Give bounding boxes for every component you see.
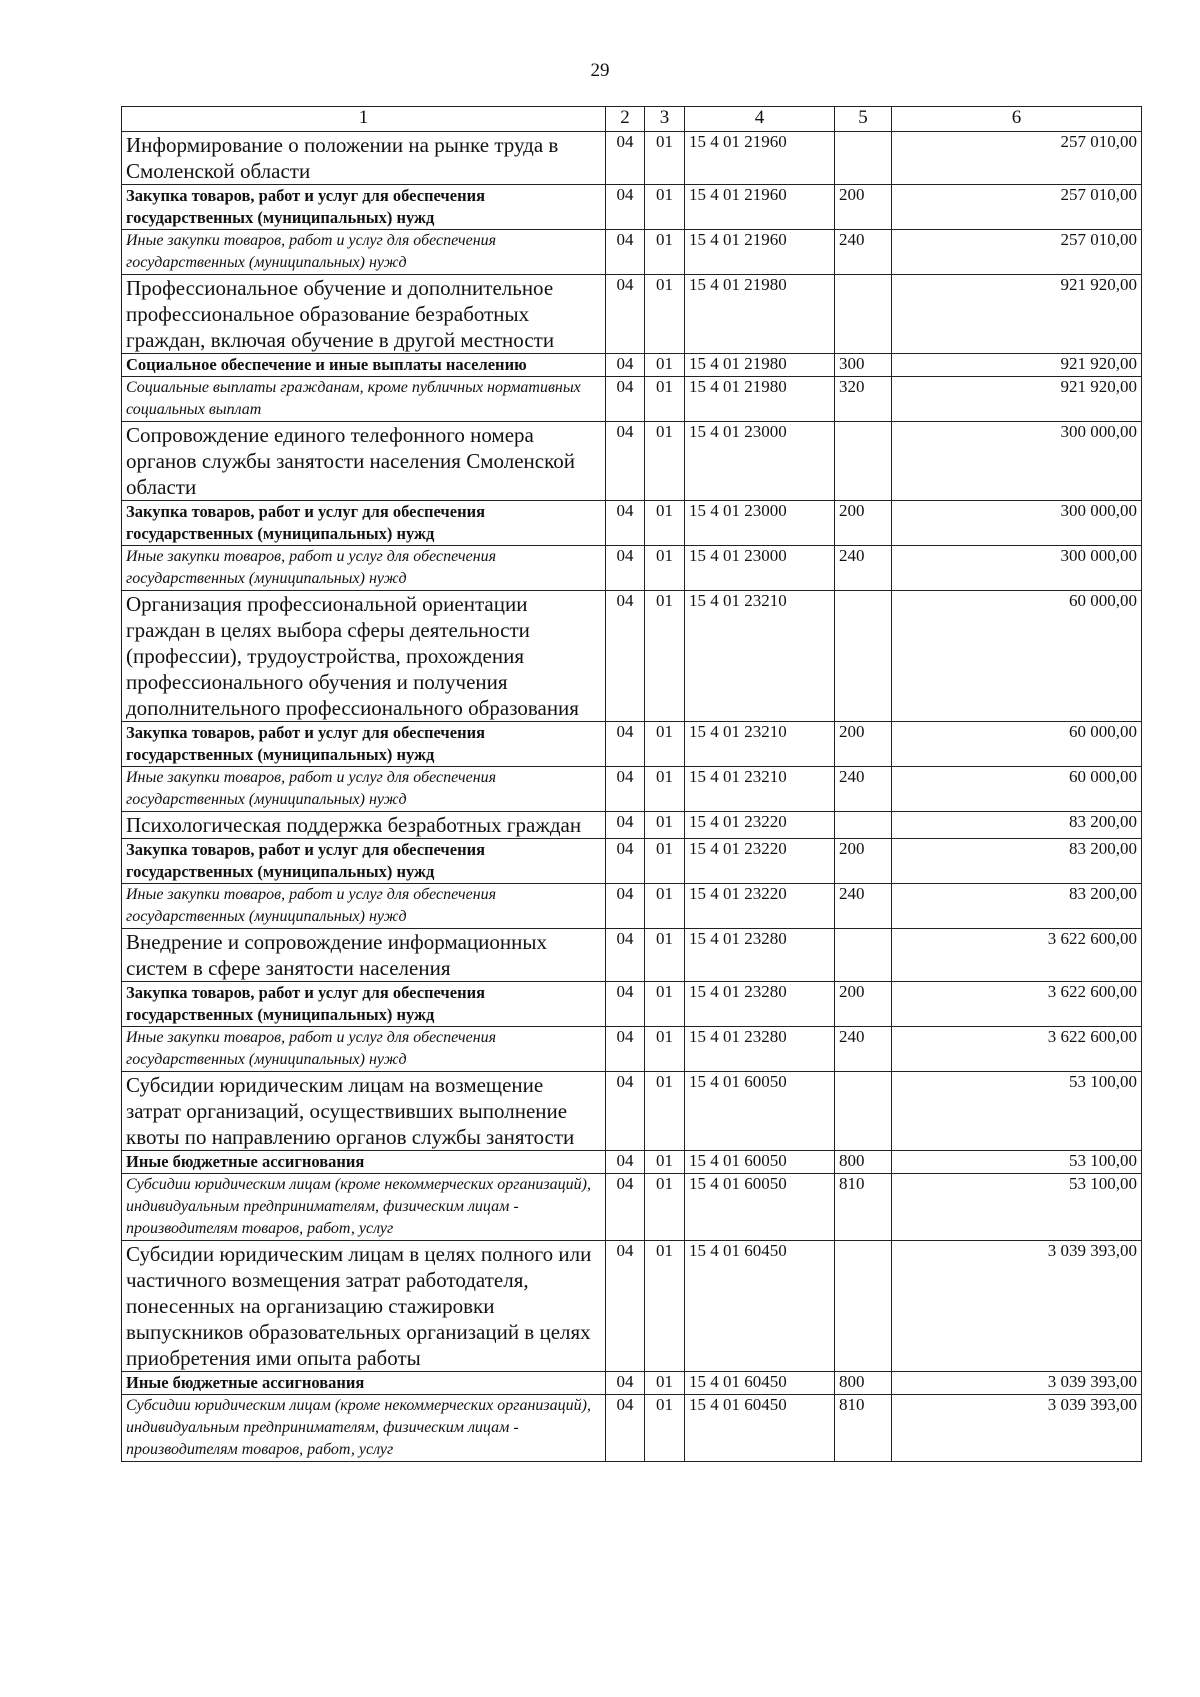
subsection-code: 01 [645, 230, 685, 275]
amount: 83 200,00 [892, 884, 1142, 929]
section-code: 04 [606, 929, 645, 982]
section-code: 04 [606, 591, 645, 722]
section-code: 04 [606, 132, 645, 185]
expense-type-code: 200 [835, 501, 892, 546]
expense-type-code: 200 [835, 722, 892, 767]
target-article-code: 15 4 01 23000 [685, 422, 835, 501]
section-code: 04 [606, 377, 645, 422]
page-number: 29 [590, 60, 610, 81]
expense-type-code [835, 1072, 892, 1151]
row-name: Иные закупки товаров, работ и услуг для обеспечения государственных (муниципальных) нужд [122, 230, 606, 275]
amount: 300 000,00 [892, 546, 1142, 591]
target-article-code: 15 4 01 21980 [685, 354, 835, 377]
expense-type-code: 810 [835, 1395, 892, 1462]
section-code: 04 [606, 722, 645, 767]
target-article-code: 15 4 01 21980 [685, 275, 835, 354]
expense-type-code [835, 132, 892, 185]
expense-type-code: 240 [835, 767, 892, 812]
row-name: Субсидии юридическим лицам (кроме некоммерческих организаций), индивидуальным предпринимателям, физическим лицам - производителям товаров, работ, услуг [122, 1395, 606, 1462]
row-name: Иные закупки товаров, работ и услуг для обеспечения государственных (муниципальных) нужд [122, 767, 606, 812]
target-article-code: 15 4 01 23000 [685, 546, 835, 591]
target-article-code: 15 4 01 21960 [685, 132, 835, 185]
target-article-code: 15 4 01 60450 [685, 1241, 835, 1372]
section-code: 04 [606, 1151, 645, 1174]
target-article-code: 15 4 01 60050 [685, 1072, 835, 1151]
table-row [122, 1174, 1142, 1241]
table-row [122, 501, 1142, 546]
subsection-code: 01 [645, 1072, 685, 1151]
row-name: Закупка товаров, работ и услуг для обеспечения государственных (муниципальных) нужд [122, 982, 606, 1027]
table-row [122, 982, 1142, 1027]
target-article-code: 15 4 01 23280 [685, 982, 835, 1027]
target-article-code: 15 4 01 23210 [685, 767, 835, 812]
amount: 3 039 393,00 [892, 1372, 1142, 1395]
amount: 60 000,00 [892, 767, 1142, 812]
subsection-code: 01 [645, 591, 685, 722]
expense-type-code [835, 422, 892, 501]
row-name: Иные бюджетные ассигнования [122, 1372, 606, 1395]
amount: 3 622 600,00 [892, 1027, 1142, 1072]
section-code: 04 [606, 812, 645, 839]
table-row [122, 132, 1142, 185]
row-name: Профессиональное обучение и дополнительное профессиональное образование безработных граждан, включая обучение в другой местности [122, 275, 606, 354]
expense-type-code: 200 [835, 839, 892, 884]
target-article-code: 15 4 01 21980 [685, 377, 835, 422]
expense-type-code: 320 [835, 377, 892, 422]
target-article-code: 15 4 01 23280 [685, 1027, 835, 1072]
target-article-code: 15 4 01 21960 [685, 230, 835, 275]
column-header: 5 [835, 107, 892, 132]
table-body [122, 132, 1142, 1462]
section-code: 04 [606, 982, 645, 1027]
table-row [122, 929, 1142, 982]
section-code: 04 [606, 884, 645, 929]
section-code: 04 [606, 501, 645, 546]
table-row [122, 1072, 1142, 1151]
section-code: 04 [606, 546, 645, 591]
row-name: Социальное обеспечение и иные выплаты населению [122, 354, 606, 377]
table-row [122, 884, 1142, 929]
subsection-code: 01 [645, 275, 685, 354]
section-code: 04 [606, 839, 645, 884]
amount: 3 039 393,00 [892, 1241, 1142, 1372]
row-name: Иные закупки товаров, работ и услуг для обеспечения государственных (муниципальных) нужд [122, 1027, 606, 1072]
table-row [122, 1027, 1142, 1072]
amount: 257 010,00 [892, 185, 1142, 230]
amount: 53 100,00 [892, 1072, 1142, 1151]
column-header: 2 [606, 107, 645, 132]
table-row [122, 722, 1142, 767]
target-article-code: 15 4 01 60050 [685, 1151, 835, 1174]
row-name: Психологическая поддержка безработных граждан [122, 812, 606, 839]
target-article-code: 15 4 01 23220 [685, 839, 835, 884]
amount: 257 010,00 [892, 132, 1142, 185]
section-code: 04 [606, 1395, 645, 1462]
expense-type-code: 300 [835, 354, 892, 377]
amount: 921 920,00 [892, 275, 1142, 354]
target-article-code: 15 4 01 60050 [685, 1174, 835, 1241]
expense-type-code [835, 812, 892, 839]
table-row [122, 230, 1142, 275]
target-article-code: 15 4 01 23220 [685, 812, 835, 839]
subsection-code: 01 [645, 132, 685, 185]
table-row [122, 275, 1142, 354]
table-row [122, 812, 1142, 839]
section-code: 04 [606, 1027, 645, 1072]
table-row [122, 546, 1142, 591]
target-article-code: 15 4 01 23210 [685, 722, 835, 767]
table-row [122, 377, 1142, 422]
expense-type-code: 200 [835, 185, 892, 230]
subsection-code: 01 [645, 1372, 685, 1395]
subsection-code: 01 [645, 501, 685, 546]
row-name: Социальные выплаты гражданам, кроме публичных нормативных социальных выплат [122, 377, 606, 422]
expense-type-code: 240 [835, 1027, 892, 1072]
table-row [122, 422, 1142, 501]
table-row [122, 591, 1142, 722]
row-name: Иные закупки товаров, работ и услуг для обеспечения государственных (муниципальных) нужд [122, 546, 606, 591]
amount: 300 000,00 [892, 501, 1142, 546]
row-name: Субсидии юридическим лицам в целях полного или частичного возмещения затрат работодателя, понесенных на организацию стажировки выпускников образовательных организаций в целях приобретения ими опыта работы [122, 1241, 606, 1372]
expense-type-code: 240 [835, 230, 892, 275]
section-code: 04 [606, 422, 645, 501]
target-article-code: 15 4 01 23210 [685, 591, 835, 722]
amount: 921 920,00 [892, 354, 1142, 377]
subsection-code: 01 [645, 839, 685, 884]
row-name: Закупка товаров, работ и услуг для обеспечения государственных (муниципальных) нужд [122, 722, 606, 767]
amount: 3 622 600,00 [892, 982, 1142, 1027]
amount: 300 000,00 [892, 422, 1142, 501]
table-row [122, 1395, 1142, 1462]
expense-type-code: 240 [835, 546, 892, 591]
expense-type-code: 200 [835, 982, 892, 1027]
amount: 3 622 600,00 [892, 929, 1142, 982]
row-name: Организация профессиональной ориентации граждан в целях выбора сферы деятельности (профессии), трудоустройства, прохождения профессионального обучения и получения дополнительного профессионального образования [122, 591, 606, 722]
amount: 257 010,00 [892, 230, 1142, 275]
subsection-code: 01 [645, 1151, 685, 1174]
row-name: Закупка товаров, работ и услуг для обеспечения государственных (муниципальных) нужд [122, 839, 606, 884]
target-article-code: 15 4 01 23000 [685, 501, 835, 546]
subsection-code: 01 [645, 546, 685, 591]
section-code: 04 [606, 275, 645, 354]
target-article-code: 15 4 01 23280 [685, 929, 835, 982]
table-row [122, 185, 1142, 230]
subsection-code: 01 [645, 982, 685, 1027]
expense-type-code: 800 [835, 1372, 892, 1395]
expense-type-code [835, 275, 892, 354]
row-name: Внедрение и сопровождение информационных систем в сфере занятости населения [122, 929, 606, 982]
subsection-code: 01 [645, 1027, 685, 1072]
subsection-code: 01 [645, 354, 685, 377]
column-header: 1 [122, 107, 606, 132]
row-name: Субсидии юридическим лицам на возмещение затрат организаций, осуществивших выполнение квоты по направлению органов службы занятости [122, 1072, 606, 1151]
row-name: Субсидии юридическим лицам (кроме некоммерческих организаций), индивидуальным предпринимателям, физическим лицам - производителям товаров, работ, услуг [122, 1174, 606, 1241]
section-code: 04 [606, 230, 645, 275]
section-code: 04 [606, 1372, 645, 1395]
table-row [122, 1241, 1142, 1372]
subsection-code: 01 [645, 929, 685, 982]
amount: 83 200,00 [892, 812, 1142, 839]
row-name: Информирование о положении на рынке труда в Смоленской области [122, 132, 606, 185]
subsection-code: 01 [645, 884, 685, 929]
amount: 83 200,00 [892, 839, 1142, 884]
expense-type-code [835, 929, 892, 982]
subsection-code: 01 [645, 185, 685, 230]
amount: 3 039 393,00 [892, 1395, 1142, 1462]
table-row [122, 354, 1142, 377]
amount: 53 100,00 [892, 1151, 1142, 1174]
table-row [122, 1151, 1142, 1174]
table-row [122, 839, 1142, 884]
expense-type-code [835, 591, 892, 722]
section-code: 04 [606, 767, 645, 812]
section-code: 04 [606, 1072, 645, 1151]
amount: 60 000,00 [892, 722, 1142, 767]
budget-table [121, 106, 1142, 1462]
target-article-code: 15 4 01 60450 [685, 1395, 835, 1462]
row-name: Иные закупки товаров, работ и услуг для обеспечения государственных (муниципальных) нужд [122, 884, 606, 929]
subsection-code: 01 [645, 767, 685, 812]
column-header: 4 [685, 107, 835, 132]
section-code: 04 [606, 1174, 645, 1241]
subsection-code: 01 [645, 1241, 685, 1372]
subsection-code: 01 [645, 1395, 685, 1462]
amount: 60 000,00 [892, 591, 1142, 722]
row-name: Закупка товаров, работ и услуг для обеспечения государственных (муниципальных) нужд [122, 501, 606, 546]
table-row [122, 1372, 1142, 1395]
amount: 53 100,00 [892, 1174, 1142, 1241]
subsection-code: 01 [645, 722, 685, 767]
subsection-code: 01 [645, 1174, 685, 1241]
header-row [122, 107, 1142, 132]
row-name: Закупка товаров, работ и услуг для обеспечения государственных (муниципальных) нужд [122, 185, 606, 230]
expense-type-code: 810 [835, 1174, 892, 1241]
expense-type-code: 800 [835, 1151, 892, 1174]
subsection-code: 01 [645, 812, 685, 839]
section-code: 04 [606, 1241, 645, 1372]
row-name: Сопровождение единого телефонного номера органов службы занятости населения Смоленской области [122, 422, 606, 501]
target-article-code: 15 4 01 21960 [685, 185, 835, 230]
amount: 921 920,00 [892, 377, 1142, 422]
target-article-code: 15 4 01 60450 [685, 1372, 835, 1395]
table-row [122, 767, 1142, 812]
column-header: 6 [892, 107, 1142, 132]
section-code: 04 [606, 185, 645, 230]
row-name: Иные бюджетные ассигнования [122, 1151, 606, 1174]
expense-type-code [835, 1241, 892, 1372]
target-article-code: 15 4 01 23220 [685, 884, 835, 929]
subsection-code: 01 [645, 377, 685, 422]
expense-type-code: 240 [835, 884, 892, 929]
section-code: 04 [606, 354, 645, 377]
column-header: 3 [645, 107, 685, 132]
subsection-code: 01 [645, 422, 685, 501]
